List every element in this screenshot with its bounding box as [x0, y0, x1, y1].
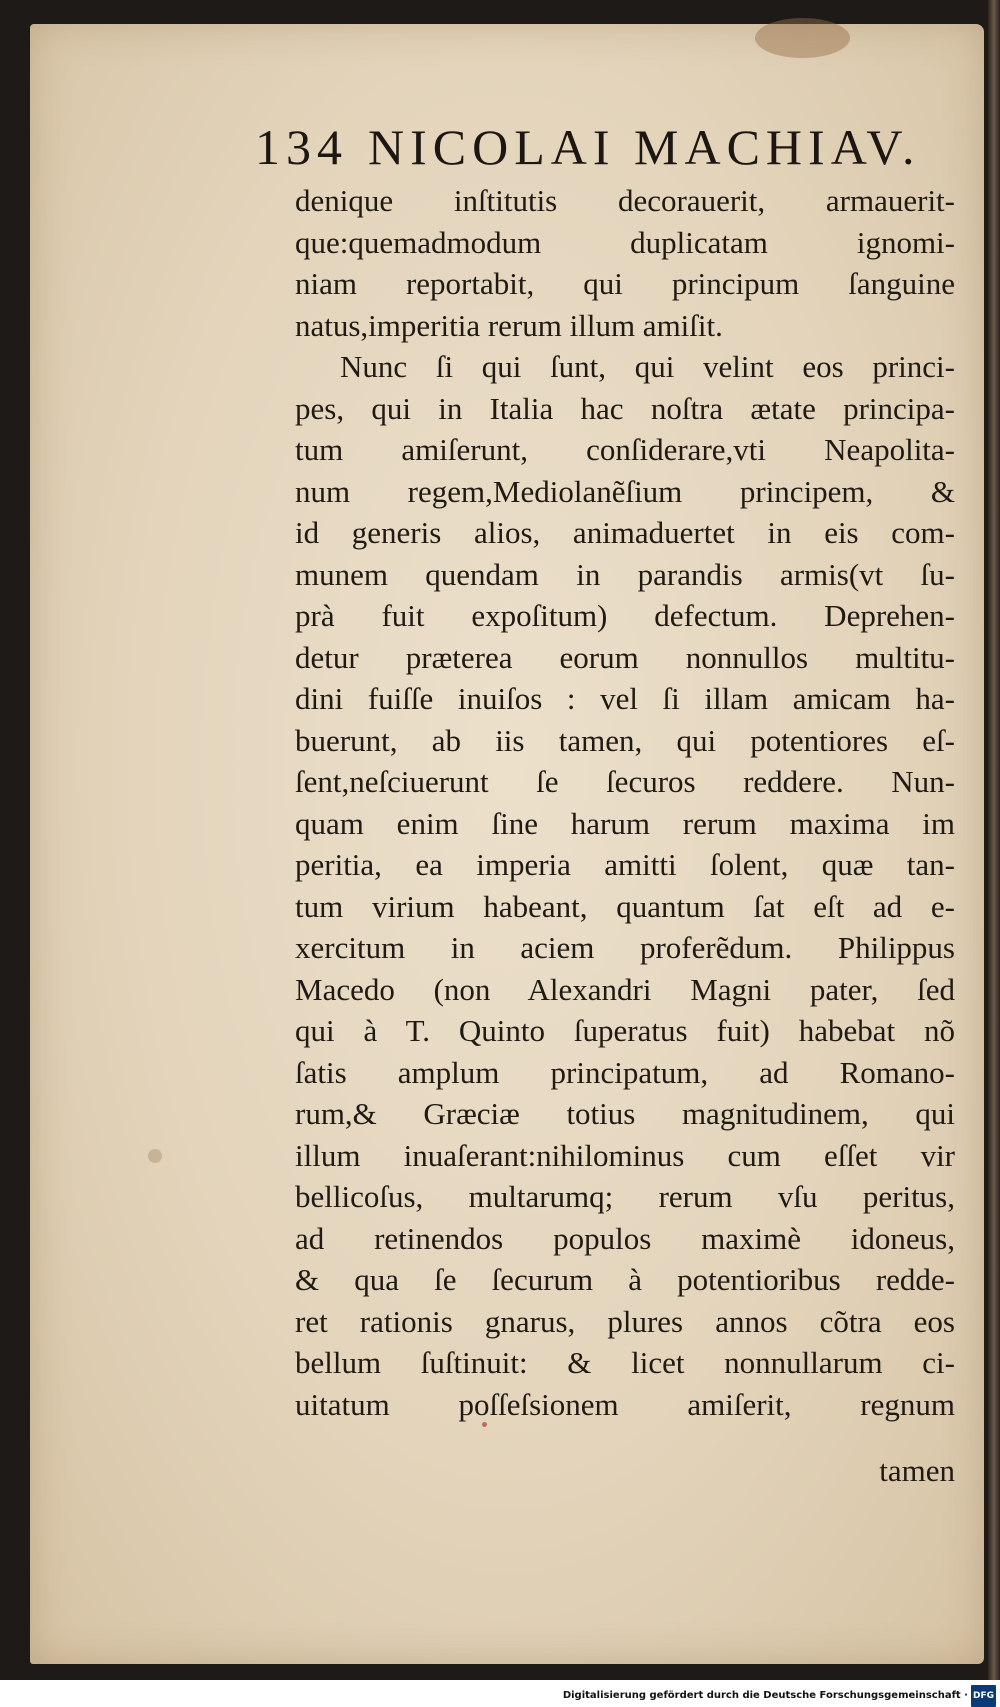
text-line: illum inuaſerant:nihilominus cum eſſet vir: [295, 1137, 955, 1173]
text-line: qui à T. Quinto ſuperatus fuit) habebat nõ: [295, 1013, 955, 1048]
text-line: buerunt, ab iis tamen, qui potentiores eſ-: [295, 722, 955, 758]
text-line: ſent,neſciuerunt ſe ſecuros reddere. Nun-: [295, 764, 955, 799]
text-line: peritia, ea imperia amitti ſolent, quæ tan-: [295, 847, 955, 882]
text-line: & qua ſe ſecurum à potentioribus redde-: [295, 1262, 955, 1297]
dfg-logo: DFG: [971, 1685, 996, 1707]
paper-stain: [755, 18, 850, 58]
text-line: Nunc ſi qui ſunt, qui velint eos princi-: [340, 349, 955, 384]
text-line: rum,& Græciæ totius magnitudinem, qui: [295, 1096, 955, 1131]
text-line: tum amiſerunt, conſiderare,vti Neapolita-: [295, 432, 955, 467]
text-line: id generis alios, animaduertet in eis com-: [295, 515, 955, 550]
text-line: detur præterea eorum nonnullos multitu-: [295, 639, 955, 675]
text-line: prà fuit expoſitum) defectum. Deprehen-: [295, 598, 955, 633]
text-line: que:quemadmodum duplicatam ignomi-: [295, 224, 955, 260]
text-line: pes, qui in Italia hac noſtra ætate principa-: [295, 390, 955, 426]
text-line: natus,imperitia rerum illum amiſit.: [295, 307, 723, 343]
text-line: denique inſtitutis decorauerit, armauerit-: [295, 183, 955, 218]
credit-text: Digitalisierung gefördert durch die Deutsche Forschungsgemeinschaft ·: [562, 1690, 968, 1701]
running-title: NICOLAI MACHIAV.: [368, 119, 921, 175]
text-line: bellicoſus, multarumq; rerum vſu peritus,: [295, 1179, 955, 1214]
binding-edge: [988, 0, 1000, 1680]
text-line: bellum ſuſtinuit: & licet nonnullarum ci-: [295, 1345, 955, 1380]
text-line: ſatis amplum principatum, ad Romano-: [295, 1054, 955, 1090]
text-line: quam enim ſine harum rerum maxima im: [295, 805, 955, 841]
page-number: 134: [255, 119, 348, 175]
catchword: tamen: [879, 1453, 955, 1488]
body-text: [295, 180, 955, 1425]
text-line: uitatum poſſeſsionem amiſerit, regnum: [295, 1386, 955, 1422]
text-line: munem quendam in parandis armis(vt ſu-: [295, 556, 955, 592]
text-line: ad retinendos populos maximè idoneus,: [295, 1220, 955, 1256]
running-header: [255, 118, 955, 176]
text-line: dini fuiſſe inuiſos : vel ſi illam amicam ha-: [295, 681, 955, 716]
text-line: tum virium habeant, quantum ſat eſt ad e-: [295, 888, 955, 924]
text-line: Macedo (non Alexandri Magni pater, ſed: [295, 971, 955, 1007]
text-line: niam reportabit, qui principum ſanguine: [295, 266, 955, 301]
digitization-credit: [563, 1686, 996, 1706]
text-line: xercitum in aciem proferẽdum. Philippus: [295, 930, 955, 965]
text-line: ret rationis gnarus, plures annos cõtra eos: [295, 1303, 955, 1339]
paper-spot: [148, 1149, 162, 1163]
text-line: num regem,Mediolanẽſium principem, &: [295, 473, 955, 509]
